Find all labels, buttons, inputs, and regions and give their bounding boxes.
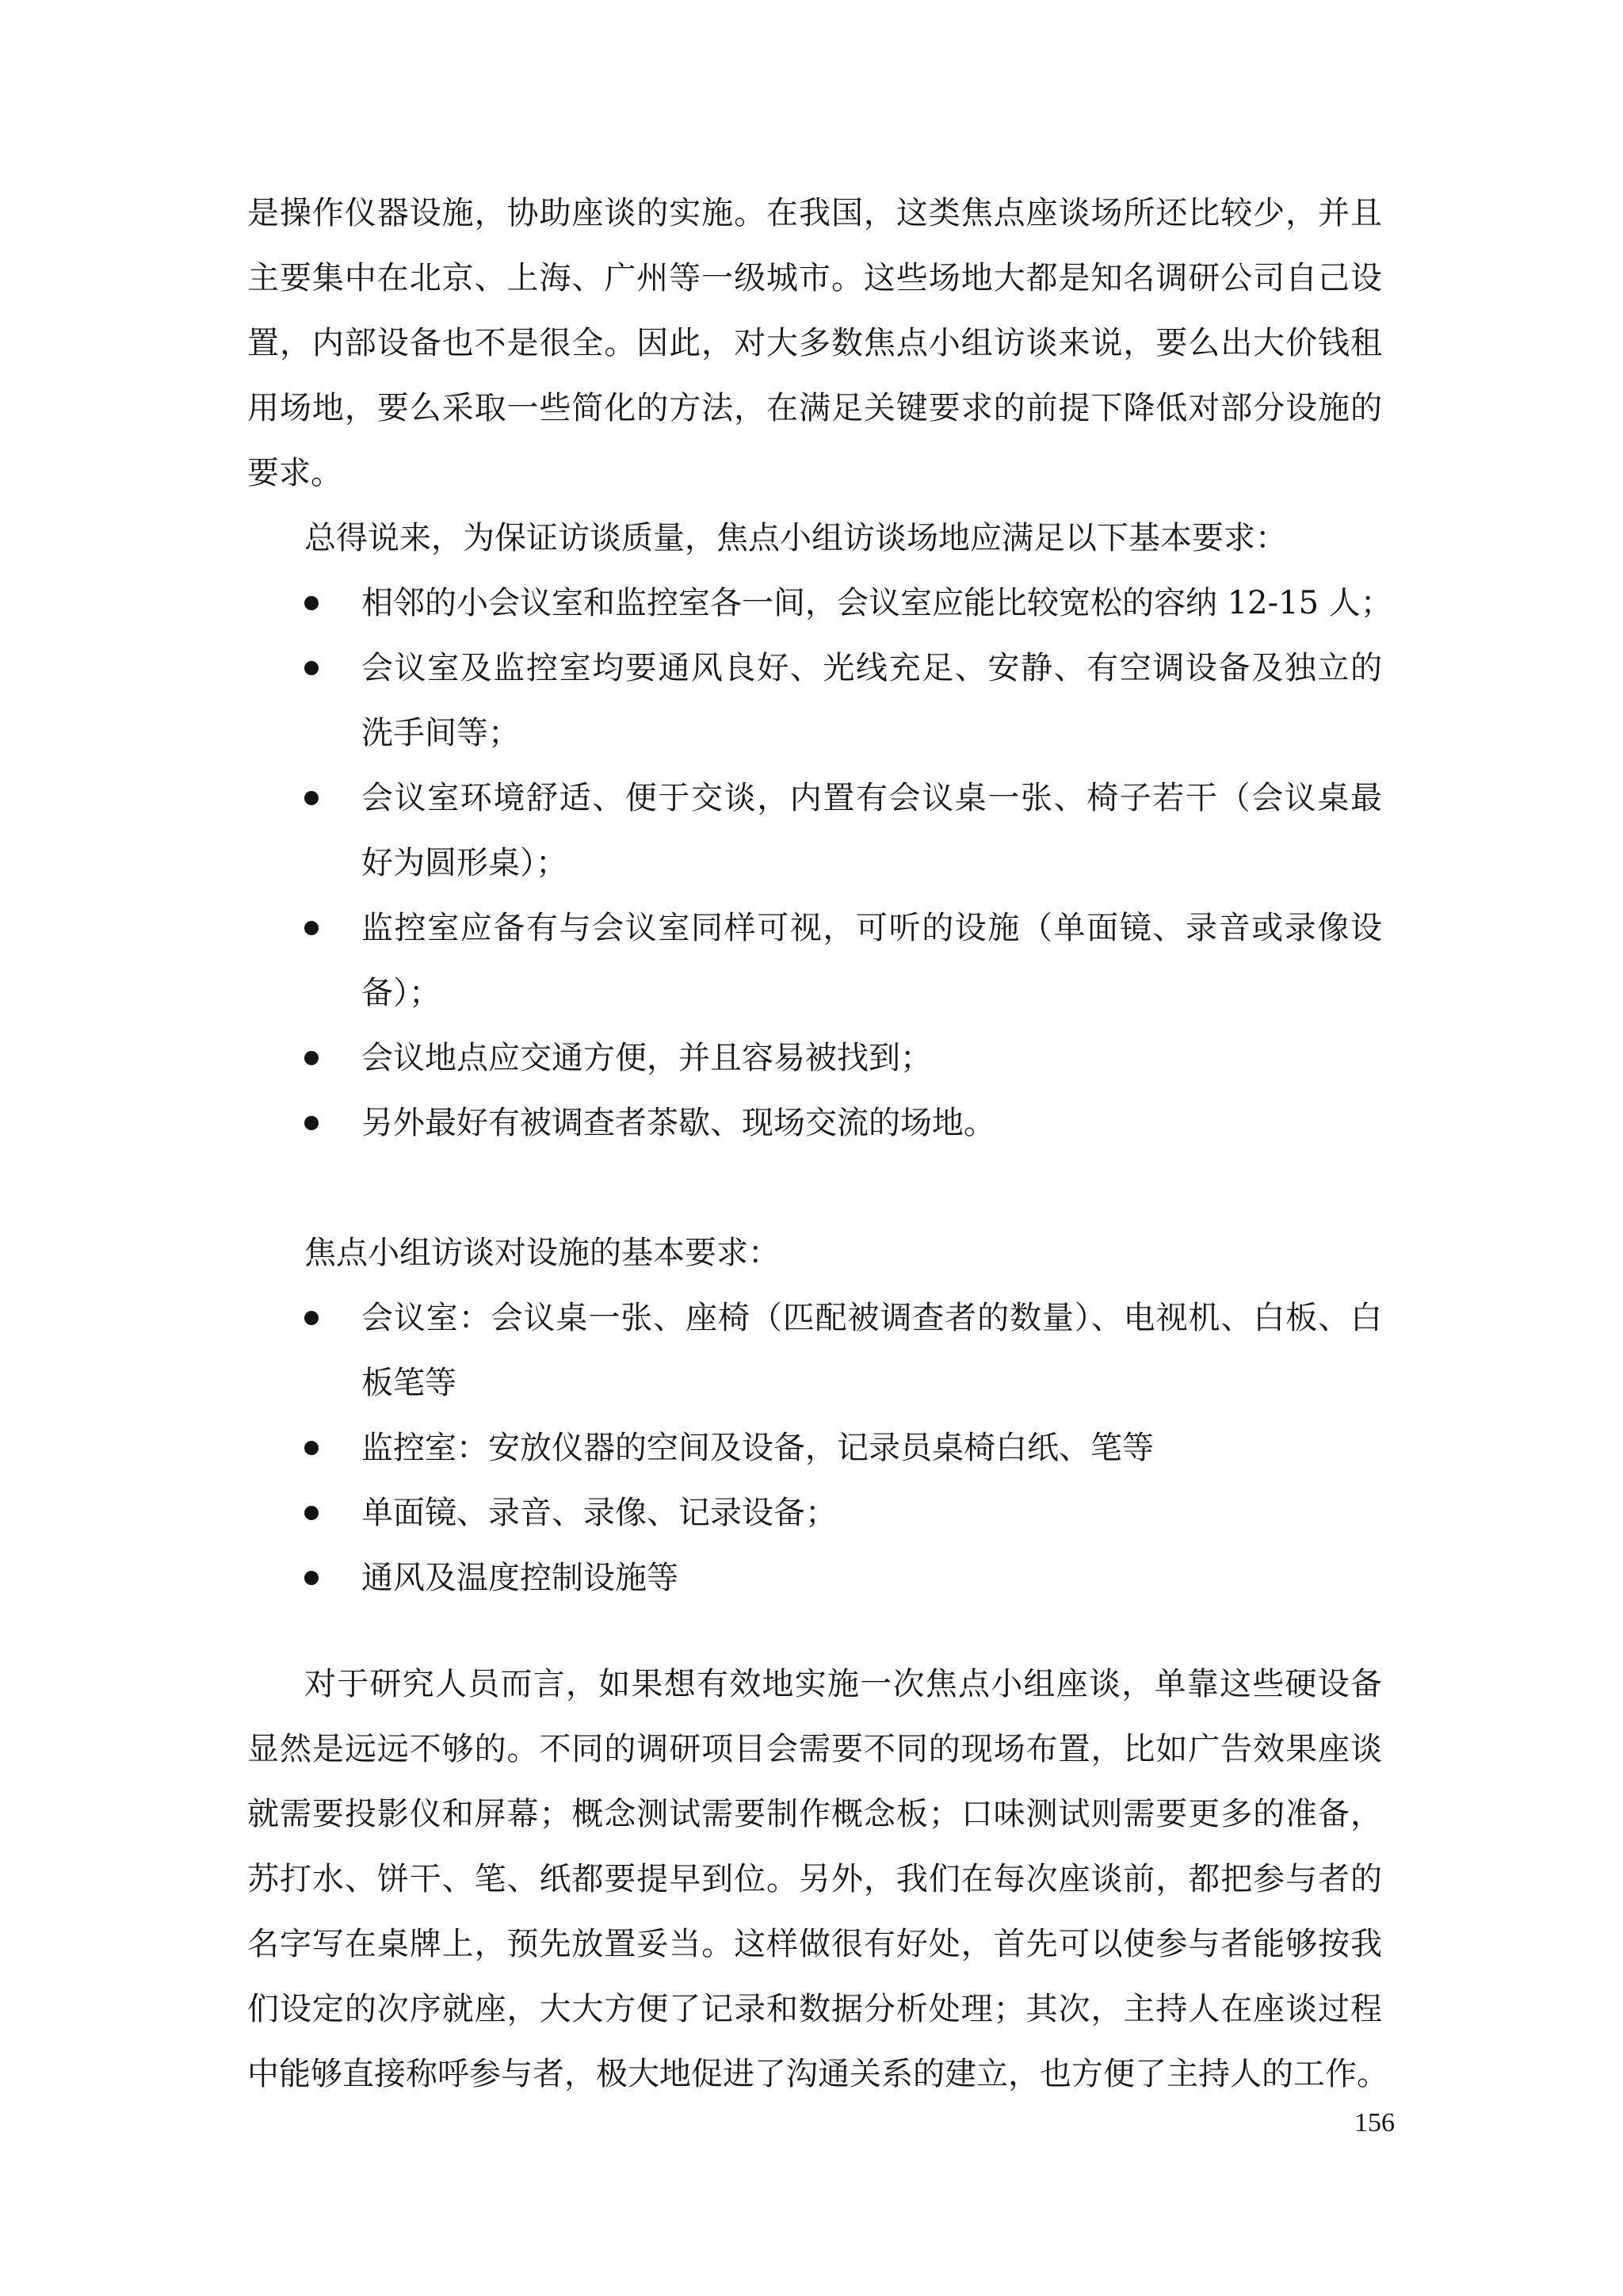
list-item bbox=[247, 1091, 1382, 1156]
page-number: 156 bbox=[1354, 2108, 1395, 2137]
list-item-continuation: 板笔等 bbox=[361, 1365, 456, 1401]
bullet-icon bbox=[304, 1051, 319, 1065]
list-item-continuation: 好为圆形桌）； bbox=[361, 845, 567, 881]
list-item-text: 另外最好有被调查者茶歇、现场交流的场地。 bbox=[361, 1105, 995, 1141]
facilities-intro: 焦点小组访谈对设施的基本要求： bbox=[304, 1235, 780, 1271]
list-item bbox=[247, 1286, 1382, 1350]
bullet-icon bbox=[304, 921, 319, 935]
spacer bbox=[247, 1156, 1382, 1221]
list-item-text: 会议室及监控室均要通风良好、光线充足、安静、有空调设备及独立的 bbox=[361, 650, 1382, 686]
text-line: 要求。 bbox=[247, 455, 342, 491]
paragraph-researcher-preparation bbox=[247, 1652, 1388, 2107]
bullet-icon bbox=[304, 1571, 319, 1585]
text-line: 名字写在桌牌上，预先放置妥当。这样做很有好处，首先可以使参与者能够按我 bbox=[247, 1926, 1382, 1962]
text-line: 是操作仪器设施，协助座谈的实施。在我国，这类焦点座谈场所还比较少，并且 bbox=[247, 195, 1382, 231]
text-line: 就需要投影仪和屏幕；概念测试需要制作概念板；口味测试则需要更多的准备， bbox=[247, 1796, 1382, 1832]
paragraph-facility-status bbox=[247, 181, 1382, 506]
bullet-icon bbox=[304, 791, 319, 805]
text-line: 苏打水、饼干、笔、纸都要提早到位。另外，我们在每次座谈前，都把参与者的 bbox=[247, 1861, 1382, 1897]
text-line: 置，内部设备也不是很全。因此，对大多数焦点小组访谈来说，要么出大价钱租 bbox=[247, 325, 1382, 361]
list-item-text: 相邻的小会议室和监控室各一间，会议室应能比较宽松的容纳 12-15 人； bbox=[361, 585, 1392, 621]
list-item bbox=[247, 896, 1382, 961]
bullet-icon bbox=[304, 1441, 319, 1455]
bullet-icon bbox=[304, 596, 319, 610]
list-item-text: 通风及温度控制设施等 bbox=[361, 1560, 678, 1596]
facility-requirements-list bbox=[247, 1286, 1382, 1610]
list-item-continuation: 洗手间等； bbox=[361, 715, 520, 751]
page-body bbox=[247, 181, 1392, 2107]
list-item bbox=[247, 1480, 1382, 1545]
list-item bbox=[247, 636, 1382, 701]
list-item bbox=[247, 1026, 1382, 1091]
list-item-text: 监控室应备有与会议室同样可视，可听的设施（单面镜、录音或录像设 bbox=[361, 910, 1382, 946]
list-item-continuation: 备）； bbox=[361, 975, 441, 1011]
list-item bbox=[247, 766, 1382, 831]
text-line: 们设定的次序就座，大大方便了记录和数据分析处理；其次，主持人在座谈过程 bbox=[247, 1991, 1382, 2027]
text-line: 对于研究人员而言，如果想有效地实施一次焦点小组座谈，单靠这些硬设备 bbox=[304, 1666, 1382, 1702]
list-item-text: 会议室环境舒适、便于交谈，内置有会议桌一张、椅子若干（会议桌最 bbox=[361, 780, 1382, 816]
bullet-icon bbox=[304, 1116, 319, 1130]
spacer bbox=[247, 1610, 1382, 1652]
text-line: 中能够直接称呼参与者，极大地促进了沟通关系的建立，也方便了主持人的工作。 bbox=[247, 2056, 1388, 2092]
list-item bbox=[247, 1545, 1382, 1610]
site-requirements-list bbox=[247, 571, 1392, 1156]
list-item bbox=[247, 571, 1392, 636]
text-line: 显然是远远不够的。不同的调研项目会需要不同的现场布置，比如广告效果座谈 bbox=[247, 1731, 1382, 1767]
list-item-text: 单面镜、录音、录像、记录设备； bbox=[361, 1495, 837, 1531]
list-item bbox=[247, 1415, 1382, 1480]
text-line: 用场地，要么采取一些简化的方法，在满足关键要求的前提下降低对部分设施的 bbox=[247, 390, 1382, 426]
requirements-intro: 总得说来，为保证访谈质量，焦点小组访谈场地应满足以下基本要求： bbox=[304, 520, 1287, 556]
text-line: 主要集中在北京、上海、广州等一级城市。这些场地大都是知名调研公司自己设 bbox=[247, 260, 1382, 296]
bullet-icon bbox=[304, 1506, 319, 1520]
list-item-text: 会议室：会议桌一张、座椅（匹配被调查者的数量）、电视机、白板、白 bbox=[361, 1300, 1382, 1336]
bullet-icon bbox=[304, 1311, 319, 1325]
bullet-icon bbox=[304, 661, 319, 675]
list-item-text: 监控室：安放仪器的空间及设备，记录员桌椅白纸、笔等 bbox=[361, 1430, 1154, 1466]
list-item-text: 会议地点应交通方便，并且容易被找到； bbox=[361, 1040, 932, 1076]
